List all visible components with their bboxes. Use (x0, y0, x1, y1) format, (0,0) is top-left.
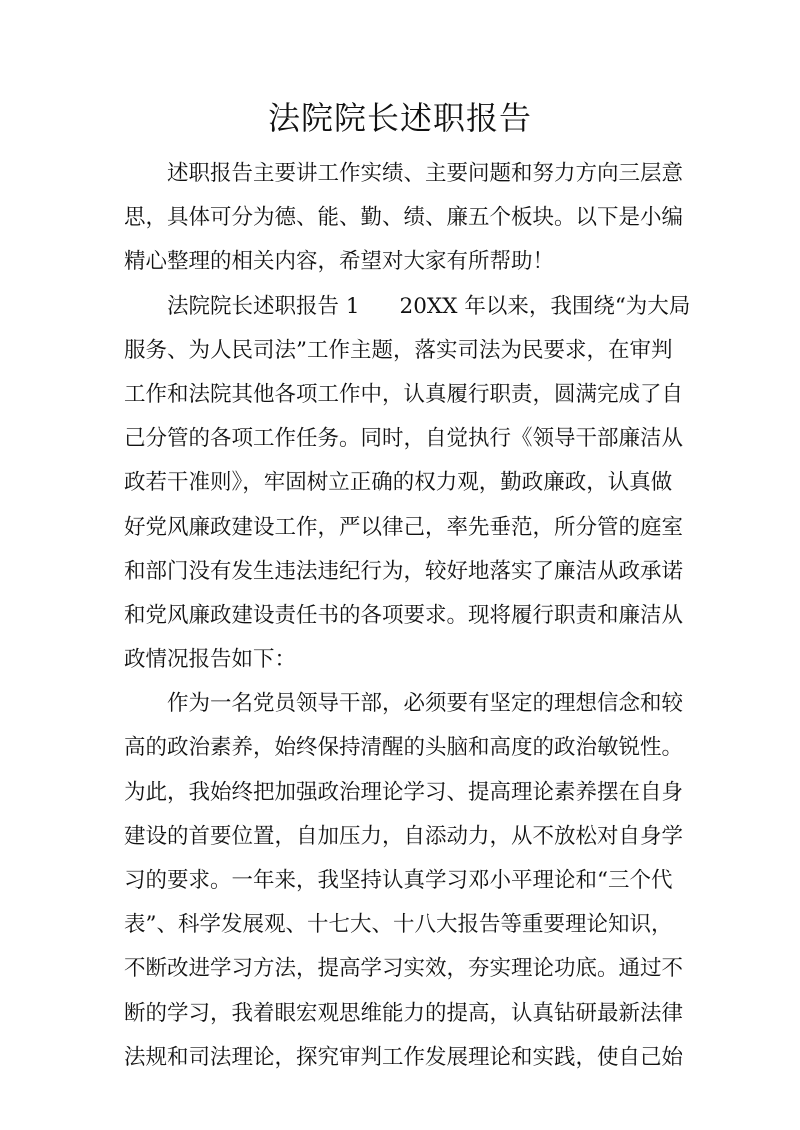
paragraph1-line: 政若干准则》，牢固树立正确的权力观，勤政廉政，认真做 (124, 470, 673, 496)
document-title: 法院院长述职报告 (267, 99, 532, 137)
document-body (124, 152, 691, 1080)
paragraph1-line: 和部门没有发生违法违纪行为，较好地落实了廉洁从政承诺 (124, 558, 684, 584)
paragraph2-line: 法规和司法理论，探究审判工作发展理论和实践，使自己始 (124, 1044, 684, 1070)
report-heading-line (124, 285, 691, 329)
paragraph2-line: 高的政治素养，始终保持清醒的头脑和高度的政治敏锐性。 (124, 735, 684, 761)
paragraph2-line: 作为一名党员领导干部，必须要有坚定的理想信念和较 (167, 691, 684, 717)
paragraph1-line: 政情况报告如下： (124, 647, 297, 673)
intro-line: 精心整理的相关内容，希望对大家有所帮助！ (124, 249, 555, 275)
paragraph2-line: 表”、科学发展观、十七大、十八大报告等重要理论知识， (124, 912, 673, 938)
paragraph1-line: 好党风廉政建设工作，严以律己，率先垂范，所分管的庭室 (124, 514, 684, 540)
paragraph2-line: 不断改进学习方法，提高学习实效，夯实理论功底。通过不 (124, 956, 684, 982)
paragraph1-line: 和党风廉政建设责任书的各项要求。现将履行职责和廉洁从 (124, 602, 684, 628)
paragraph1-opening: 20XX 年以来，我围绕“为大局 (399, 293, 691, 319)
paragraph2-line: 为此，我始终把加强政治理论学习、提高理论素养摆在自身 (124, 779, 684, 805)
paragraph1-line: 工作和法院其他各项工作中，认真履行职责，圆满完成了自 (124, 381, 684, 407)
paragraph2-line: 习的要求。一年来，我坚持认真学习邓小平理论和“三个代 (124, 868, 673, 893)
intro-line: 述职报告主要讲工作实绩、主要问题和努力方向三层意 (167, 161, 684, 186)
paragraph2-line: 建设的首要位置，自加压力，自添动力，从不放松对自身学 (124, 823, 684, 849)
paragraph1-line: 己分管的各项工作任务。同时，自觉执行《领导干部廉洁从 (124, 426, 684, 452)
paragraph2-line: 断的学习，我着眼宏观思维能力的提高，认真钻研最新法律 (124, 1000, 684, 1026)
paragraph1-line: 服务、为人民司法”工作主题，落实司法为民要求，在审判 (124, 337, 673, 363)
intro-line: 思，具体可分为德、能、勤、绩、廉五个板块。以下是小编 (124, 205, 684, 231)
report-heading: 法院院长述职报告 1 (167, 293, 360, 319)
